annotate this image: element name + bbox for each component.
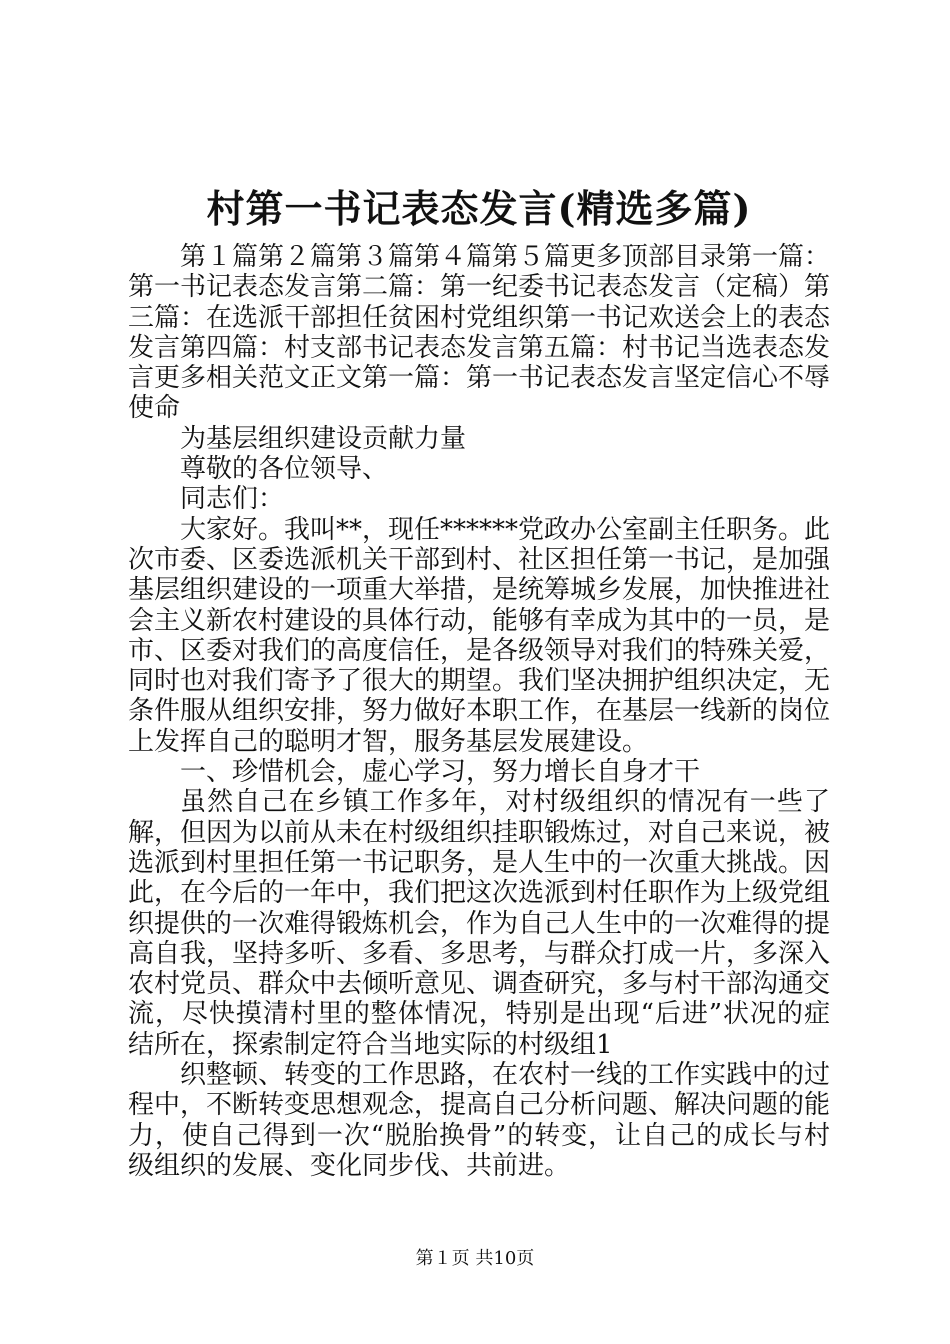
- paragraph-section-1: 虽然自己在乡镇工作多年，对村级组织的情况有一些了解，但因为以前从未在村级组织挂职锻炼过，对自己来说，被选派到村里担任第一书记职务，是人生中的一次重大挑战。因此，在今后的一年中，我们把这次选派到村任职作为上级党组织提供的一次难得锻炼机会，作为自己人生中的一次难得的提高自我，坚持多听、多看、多思考，与群众打成一片，多深入农村党员、群众中去倾听意见、调查研究，多与村干部沟通交流，尽快摸清村里的整体情况，特别是出现“后进”状况的症结所在，探索制定符合当地实际的村级组1: [128, 787, 831, 1060]
- paragraph-toc: 第１篇第２篇第３篇第４篇第５篇更多顶部目录第一篇：第一书记表态发言第二篇：第一纪委书记表态发言（定稿）第三篇：在选派干部担任贫困村党组织第一书记欢送会上的表态发言第四篇：村支部书记表态发言第五篇：村书记当选表态发言更多相关范文正文第一篇：第一书记表态发言坚定信心不辱使命: [128, 242, 831, 424]
- paragraph-greeting: 同志们：: [180, 484, 285, 515]
- paragraph-subtitle: 为基层组织建设贡献力量: [180, 423, 467, 454]
- document-page: [128, 180, 830, 1181]
- document-title: 村第一书记表态发言(精选多篇): [206, 186, 752, 231]
- page-number-footer: 第１页 共10页: [415, 1248, 535, 1269]
- paragraph-introduction: 大家好。我叫**，现任******党政办公室副主任职务。此次市委、区委选派机关干部到村、社区担任第一书记，是加强基层组织建设的一项重大举措，是统筹城乡发展，加快推进社会主义新农村建设的具体行动，能够有幸成为其中的一员，是市、区委对我们的高度信任，是各级领导对我们的特殊关爱，同时也对我们寄予了很大的期望。我们坚决拥护组织决定，无条件服从组织安排，努力做好本职工作，在基层一线新的岗位上发挥自己的聪明才智，服务基层发展建设。: [128, 514, 831, 757]
- paragraph-section-1-continued: 织整顿、转变的工作思路，在农村一线的工作实践中的过程中，不断转变思想观念，提高自己分析问题、解决问题的能力，使自己得到一次“脱胎换骨”的转变，让自己的成长与村级组织的发展、变化同步伐、共前进。: [128, 1060, 831, 1181]
- section-heading-1: 一、珍惜机会，虚心学习，努力增长自身才干: [180, 757, 701, 788]
- paragraph-salutation: 尊敬的各位领导、: [180, 454, 389, 485]
